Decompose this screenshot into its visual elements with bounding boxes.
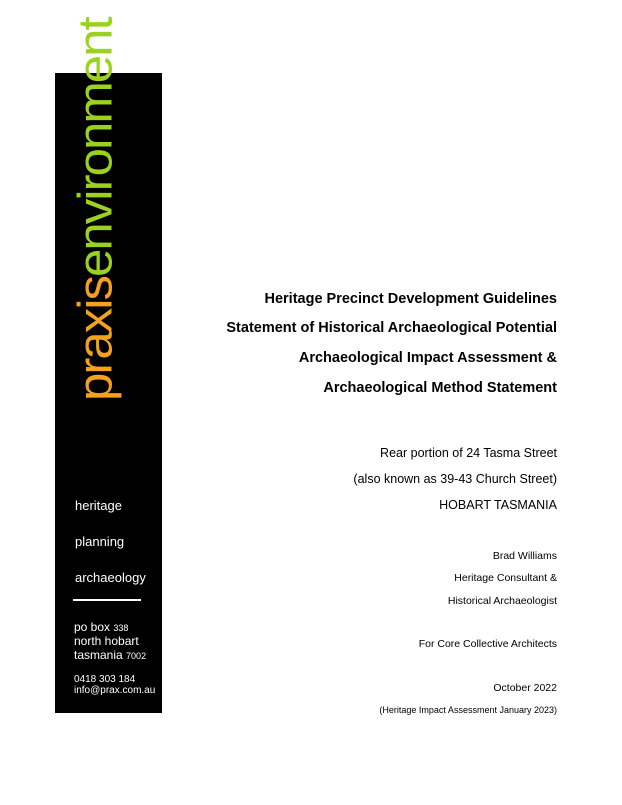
doc-date: October 2022 <box>493 682 557 694</box>
author-role-1: Heritage Consultant & <box>454 572 557 584</box>
site-line-3: HOBART TASMANIA <box>439 498 557 512</box>
logo-praxis: praxis <box>68 276 122 401</box>
praxis-environment-logo <box>68 18 122 401</box>
doc-title-4: Archaeological Method Statement <box>323 380 557 396</box>
site-line-2: (also known as 39-43 Church Street) <box>353 472 557 486</box>
doc-title-2: Statement of Historical Archaeological Potential <box>226 320 557 336</box>
address-pobox-number: 338 <box>113 623 129 633</box>
logo-environment: environment <box>68 18 122 277</box>
address-line-2: north hobart <box>74 634 139 648</box>
address-line-1 <box>74 621 128 635</box>
address-postcode: 7002 <box>126 651 147 661</box>
doc-title-1: Heritage Precinct Development Guidelines <box>264 291 557 307</box>
address-state: tasmania <box>74 648 123 662</box>
author-name: Brad Williams <box>492 550 557 562</box>
site-line-1: Rear portion of 24 Tasma Street <box>380 446 557 460</box>
contact-email: info@prax.com.au <box>74 685 156 696</box>
address-line-3 <box>74 649 146 663</box>
brand-sidebar <box>55 18 162 713</box>
service-archaeology: archaeology <box>75 570 146 585</box>
doc-revision-note: (Heritage Impact Assessment January 2023) <box>379 705 557 715</box>
client-line: For Core Collective Architects <box>418 638 557 650</box>
service-heritage: heritage <box>75 498 122 513</box>
author-role-2: Historical Archaeologist <box>447 595 557 607</box>
service-planning: planning <box>75 534 125 549</box>
contact-phone: 0418 303 184 <box>74 674 136 685</box>
sidebar-divider <box>73 599 141 601</box>
address-pobox-label: po box <box>74 620 111 634</box>
doc-title-3: Archaeological Impact Assessment & <box>298 350 557 366</box>
